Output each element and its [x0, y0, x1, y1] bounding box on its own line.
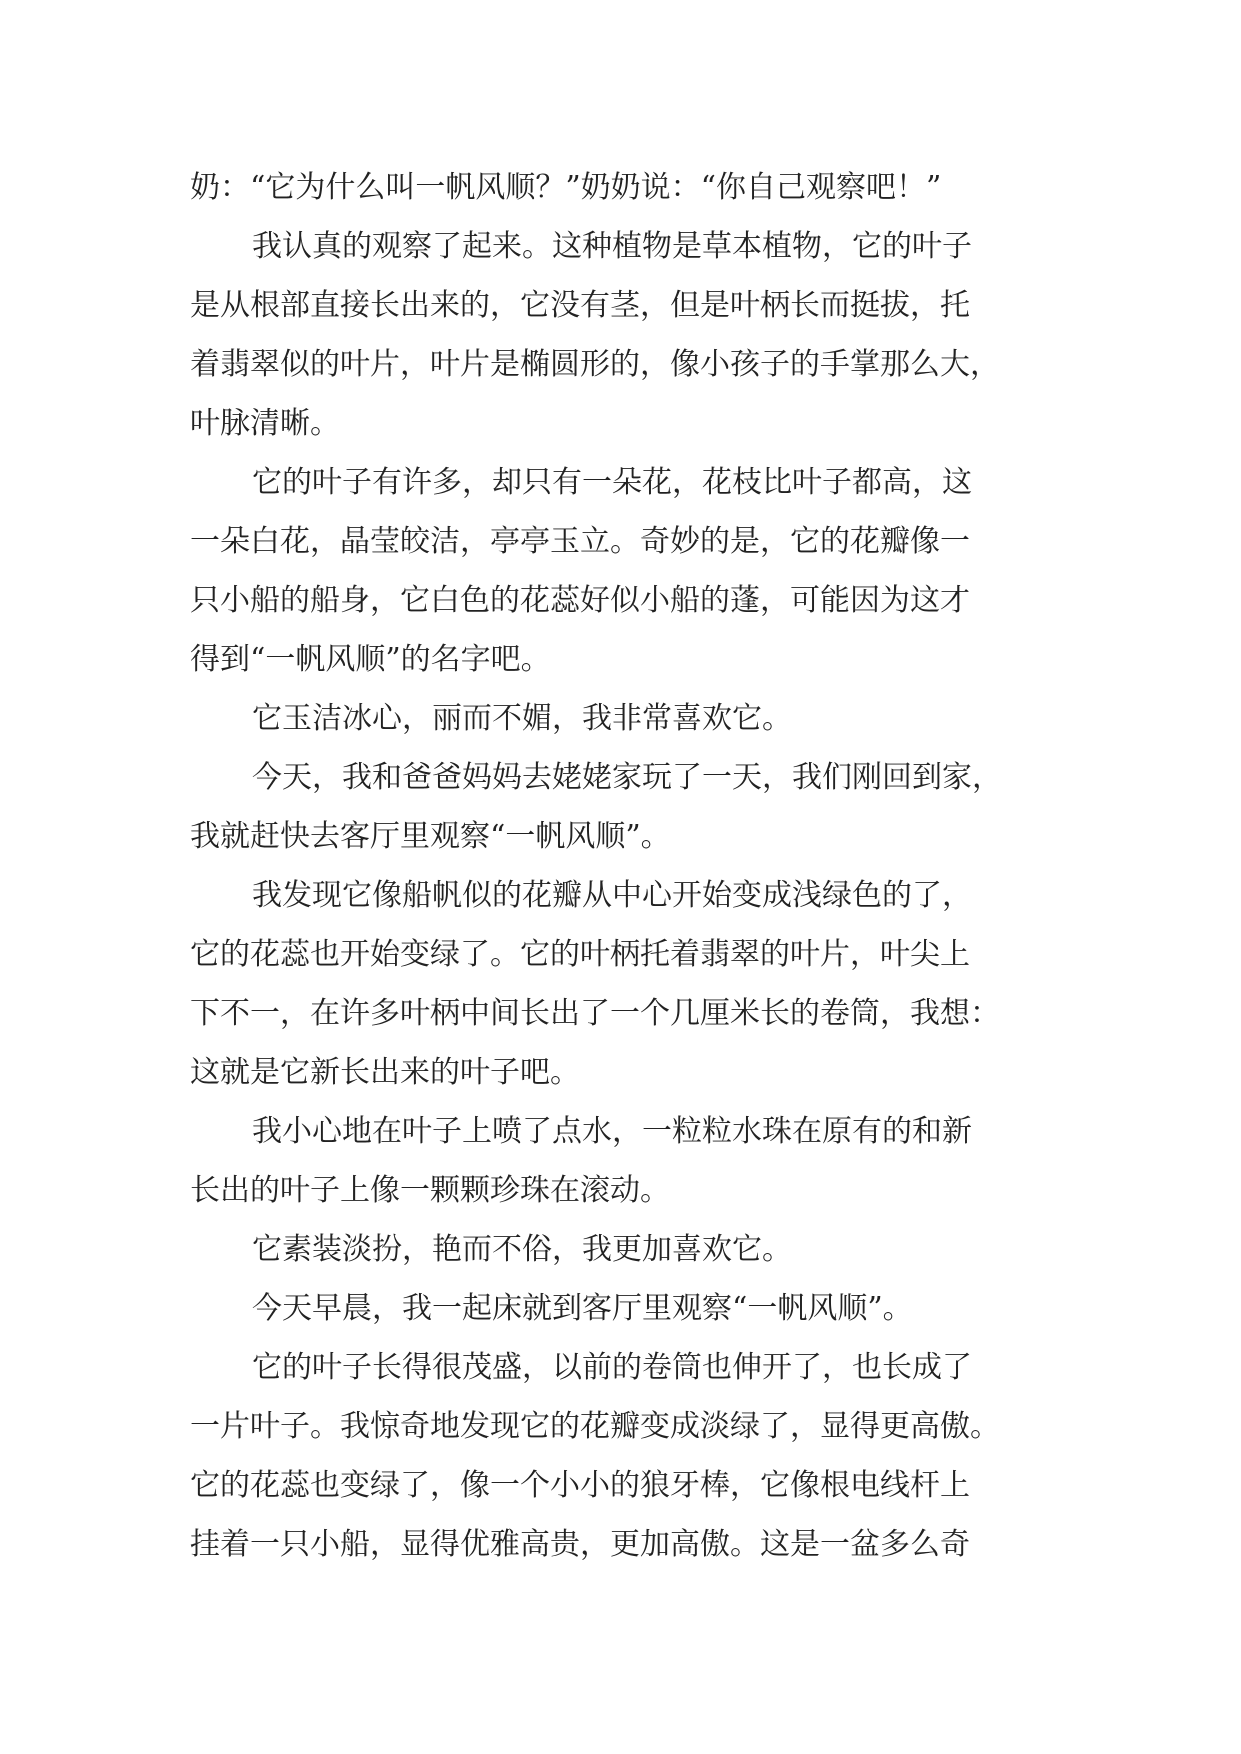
text-line: 它的花蕊也开始变绿了。它的叶柄托着翡翠的叶片，叶尖上 [190, 937, 970, 972]
text-line: 挂着一只小船，显得优雅高贵，更加高傲。这是一盆多么奇 [190, 1527, 970, 1562]
text-line: 它素装淡扮，艳而不俗，我更加喜欢它。 [252, 1232, 792, 1267]
text-line: 我发现它像船帆似的花瓣从中心开始变成浅绿色的了， [252, 878, 972, 913]
text-line: 只小船的船身，它白色的花蕊好似小船的蓬，可能因为这才 [190, 583, 970, 618]
text-line: 我就赶快去客厅里观察“一帆风顺”。 [190, 819, 671, 854]
text-line: 我小心地在叶子上喷了点水，一粒粒水珠在原有的和新 [252, 1114, 972, 1149]
text-line: 它玉洁冰心，丽而不媚，我非常喜欢它。 [252, 701, 792, 736]
text-line: 下不一，在许多叶柄中间长出了一个几厘米长的卷筒，我想： [190, 996, 1000, 1031]
text-line: 它的叶子有许多，却只有一朵花，花枝比叶子都高，这 [252, 465, 972, 500]
text-line: 它的叶子长得很茂盛，以前的卷筒也伸开了，也长成了 [252, 1350, 972, 1385]
text-line: 是从根部直接长出来的，它没有茎，但是叶柄长而挺拔，托 [190, 288, 970, 323]
text-line: 一朵白花，晶莹皎洁，亭亭玉立。奇妙的是，它的花瓣像一 [190, 524, 970, 559]
text-line: 今天，我和爸爸妈妈去姥姥家玩了一天，我们刚回到家， [252, 760, 1002, 795]
text-line: 我认真的观察了起来。这种植物是草本植物，它的叶子 [252, 229, 972, 264]
text-line: 得到“一帆风顺”的名字吧。 [190, 642, 551, 677]
text-line: 今天早晨，我一起床就到客厅里观察“一帆风顺”。 [252, 1291, 913, 1326]
document-body [190, 158, 1060, 1574]
text-line: 着翡翠似的叶片，叶片是椭圆形的，像小孩子的手掌那么大， [190, 347, 1000, 382]
text-line: 这就是它新长出来的叶子吧。 [190, 1055, 580, 1090]
text-line: 一片叶子。我惊奇地发现它的花瓣变成淡绿了，显得更高傲。 [190, 1409, 1000, 1444]
text-line: 长出的叶子上像一颗颗珍珠在滚动。 [190, 1173, 670, 1208]
text-line: 它的花蕊也变绿了，像一个小小的狼牙棒，它像根电线杆上 [190, 1468, 970, 1503]
text-line: 奶：“它为什么叫一帆风顺？”奶奶说：“你自己观察吧！” [190, 170, 942, 205]
text-line: 叶脉清晰。 [190, 406, 340, 441]
